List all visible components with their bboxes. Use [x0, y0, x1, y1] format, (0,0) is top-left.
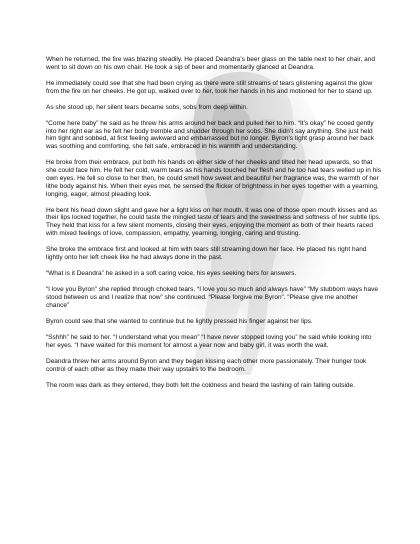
- paragraph: The room was dark as they entered, they both felt the coldness and heard the lashing of rain falling outside.: [46, 381, 355, 389]
- paragraph: As she stood up, her silent tears became sobs, sobs from deep within.: [46, 103, 248, 111]
- paragraph: When he returned, the fire was blazing steadily. He placed Deandra’s beer glass on the table next to her chair, and went to sit down on his own chair. He took a sip of beer and momentarily glanced at Deandra.: [46, 56, 375, 71]
- paragraph: Byron could see that she wanted to continue but he lightly pressed his finger against her lips.: [46, 317, 313, 325]
- paragraph: He bent his head down slight and gave her a light kiss on her mouth. It was one of those open mouth kisses and as their lips locked together, he could taste the mingled taste of tears and the sweetness and softness of her subtle lips. They held that kiss for a few silent moments, closing their eyes, enjoying the moment as both of their hearts raced with mixed feelings of love, compassion, empathy, yearning, longing, caring and trusting.: [46, 206, 381, 238]
- paragraph: She broke the embrace first and looked at him with tears still streaming down her face. He placed his right hand lightly onto her left cheek like he had always done in the past.: [46, 246, 367, 261]
- paragraph: He broke from their embrace, put both his hands on either side of her cheeks and tilted her head upwards, so that she could face him. He felt her cold, warm tears as his hands touched her flesh and he too had tears welled up in his own eyes. He fell so close to her then, he could smell how sweet and beautiful her fragrance was, the warmth of her lithe body against his. When their eyes met, he sensed the flicker of brightness in her eyes together with a yearning, longing, eager, almost pleading look.: [46, 159, 381, 198]
- paragraph: He immediately could see that she had been crying as there were still streams of tears glistening against the glow from the fire on her cheeks. He got up, walked over to her, took her hands in his and motioned for her to stand up.: [46, 79, 373, 95]
- paragraph: “Come here baby” he said as he threw his arms around her back and pulled her to him. “It’s okay” he cooed gently into her right ear as he felt her body tremble and shudder through her sobs. She didn’t say anything. She just held him tight and sobbed, at first feeling awkward and embarrassed but no longer. Byron’s tight grasp around her back was soothing and comforting, she felt safe, embraced in his warmth and understanding.: [46, 119, 374, 151]
- paragraph: Deandra threw her arms around Byron and they began kissing each other more passionately. Their hunger took control of each other as they made their way upstairs to the bedroom.: [46, 357, 367, 373]
- story-text: [46, 56, 382, 398]
- paragraph: “What is it Deandra” he asked in a soft caring voice, his eyes seeking hers for answers.: [46, 270, 297, 278]
- paragraph: “I love you Byron” she replied through choked tears. “I love you so much and always have” “My stubborn ways have stood between us and I realize that now” she continued. “Please forgive me Byron”. “Please give me another chance”: [46, 286, 379, 309]
- paragraph: “Sshhh” he said to her. “I understand what you mean” “I have never stopped loving you” he said while looking into her eyes. “I have waited for this moment for almost a year now and baby girl, it was worth the wait.: [46, 333, 372, 349]
